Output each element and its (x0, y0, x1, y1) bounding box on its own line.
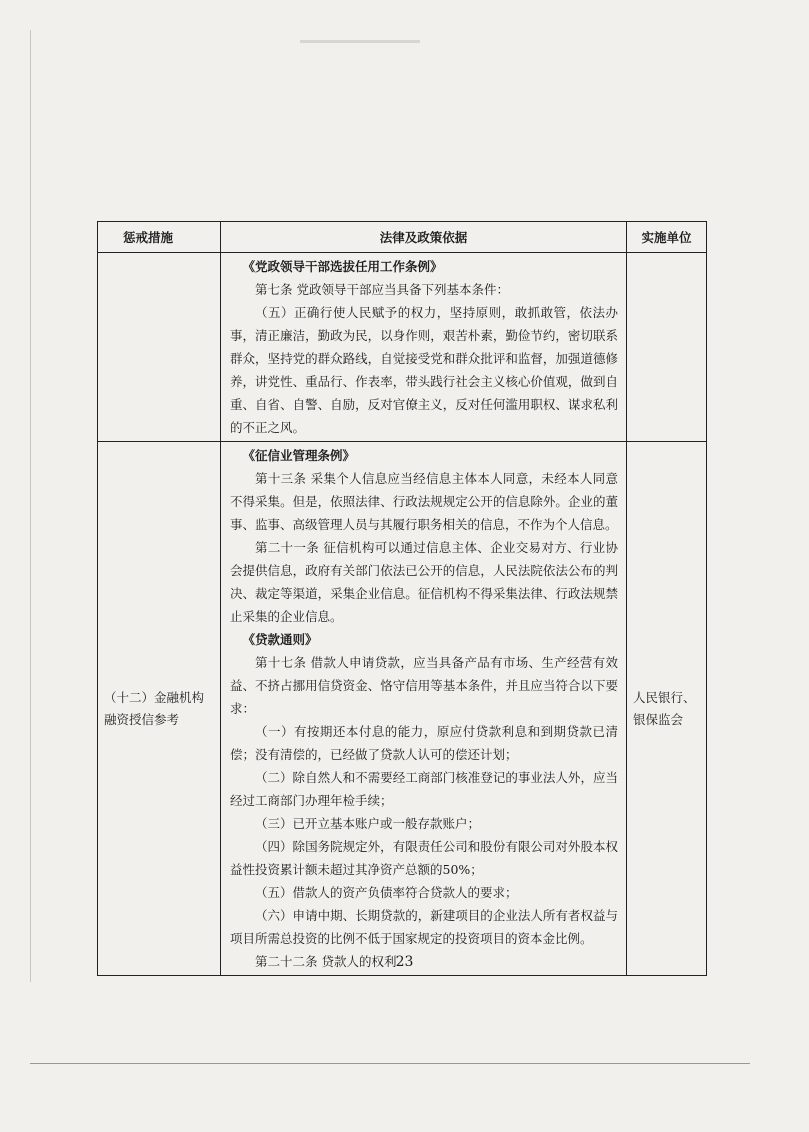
article-paragraph: 第二十一条 征信机构可以通过信息主体、企业交易对方、行业协会提供信息，政府有关部门依法已公开的信息，人民法院依法公布的判决、裁定等渠道，采集企业信息。征信机构不得采集法律、行政法规禁止采集的企业信息。 (230, 540, 618, 624)
article-paragraph: 第十三条 采集个人信息应当经信息主体本人同意，未经本人同意不得采集。但是，依照法律、行政法规规定公开的信息除外。企业的董事、监事、高级管理人员与其履行职务相关的信息，不作为个人信息。 (230, 471, 618, 532)
article-paragraph: （一）有按期还本付息的能力，原应付贷款利息和到期贷款已清偿；没有清偿的，已经做了贷款人认可的偿还计划； (230, 724, 618, 762)
regulation-title: 《贷款通则》 (242, 632, 318, 647)
header-measure: 惩戒措施 (98, 222, 221, 253)
implementing-unit-cell (627, 253, 707, 442)
article-paragraph: （三）已开立基本账户或一般存款账户； (255, 816, 481, 831)
article-paragraph: 第十七条 借款人申请贷款，应当具备产品有市场、生产经营有效益、不挤占挪用信贷资金、恪守信用等基本条件，并且应当符合以下要求： (230, 655, 618, 716)
footer-scan-line (30, 1063, 750, 1064)
article-paragraph: （二）除自然人和不需要经工商部门核准登记的事业法人外，应当经过工商部门办理年检手续； (230, 770, 618, 808)
regulation-title: 《党政领导干部选拔任用工作条例》 (242, 259, 443, 274)
page-number: 23 (395, 954, 414, 970)
article-paragraph: （五）正确行使人民赋予的权力，坚持原则，敢抓敢管，依法办事，清正廉洁，勤政为民，以身作则，艰苦朴素，勤俭节约，密切联系群众，坚持党的群众路线，自觉接受党和群众批评和监督，加强道德修养，讲党性、重品行、作表率，带头践行社会主义核心价值观，做到自重、自省、自警、自励，反对官僚主义，反对任何滥用职权、谋求私利的不正之风。 (230, 305, 618, 435)
implementing-unit-cell: 人民银行、银保监会 (627, 442, 707, 976)
scan-artifact (300, 40, 420, 43)
legal-basis-cell (221, 253, 627, 442)
article-paragraph: （六）申请中期、长期贷款的，新建项目的企业法人所有者权益与项目所需总投资的比例不低于国家规定的投资项目的资本金比例。 (230, 908, 618, 946)
table-header-row (98, 222, 707, 253)
measure-cell: （十二）金融机构融资授信参考 (98, 442, 221, 976)
scan-edge-line (30, 30, 31, 982)
article-paragraph: 第二十二条 贷款人的权利 (255, 954, 397, 969)
header-legal-basis: 法律及政策依据 (221, 222, 627, 253)
measure-cell (98, 253, 221, 442)
measures-table (97, 221, 707, 976)
table-row (98, 442, 707, 976)
article-paragraph: （五）借款人的资产负债率符合贷款人的要求； (255, 885, 518, 900)
table-row (98, 253, 707, 442)
header-implementing-unit: 实施单位 (627, 222, 707, 253)
regulation-title: 《征信业管理条例》 (242, 448, 356, 463)
article-paragraph: 第七条 党政领导干部应当具备下列基本条件： (255, 282, 509, 297)
article-paragraph: （四）除国务院规定外，有限责任公司和股份有限公司对外股本权益性投资累计额未超过其净资产总额的50%； (230, 839, 618, 877)
legal-basis-cell (221, 442, 627, 976)
